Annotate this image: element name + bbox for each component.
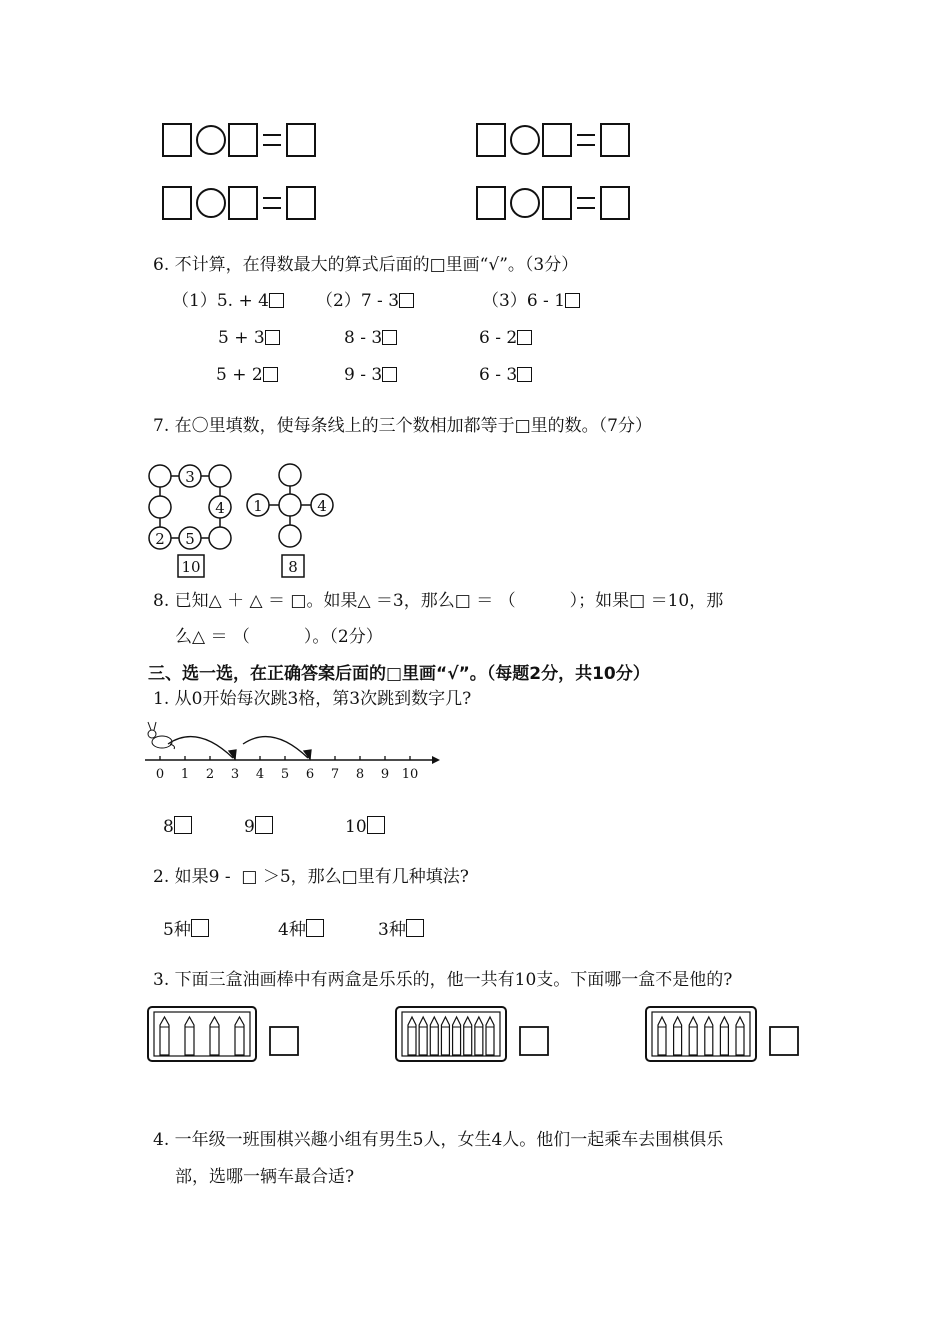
q6-group1-label: （1） — [172, 291, 217, 311]
crayon — [453, 1017, 461, 1055]
crayon — [464, 1017, 472, 1055]
q6-group2-label: （2） — [316, 291, 361, 311]
answer-box[interactable] — [399, 293, 414, 308]
answer-box[interactable] — [263, 367, 278, 382]
q7-fig1-target: 10 — [181, 558, 201, 576]
number-line-tick-label: 8 — [355, 767, 365, 782]
crayon — [689, 1017, 697, 1055]
q7-fig1-num: 2 — [155, 530, 165, 548]
q6-group2-item1: （2）7 - 3 — [316, 290, 414, 312]
q6-group3-item3: 6 - 3 — [479, 364, 532, 386]
q7-fig2-num: 1 — [253, 497, 263, 515]
crayon — [705, 1017, 713, 1055]
number-line-tick-label: 3 — [230, 767, 240, 782]
crayon — [486, 1017, 494, 1055]
crayon — [475, 1017, 483, 1055]
answer-box[interactable] — [174, 816, 192, 834]
answer-box[interactable] — [517, 367, 532, 382]
equation-template — [477, 124, 629, 156]
s3-q2-option-3: 3种 — [378, 919, 424, 941]
equation-template — [477, 187, 629, 219]
number-line-tick-label: 5 — [280, 767, 290, 782]
q6-group1-item2: 5 + 3 — [218, 327, 280, 349]
q6-group3-label: （3） — [482, 291, 527, 311]
answer-box[interactable] — [382, 367, 397, 382]
equation-template — [163, 124, 315, 156]
equation-templates — [0, 0, 950, 240]
answer-box[interactable] — [406, 919, 424, 937]
number-line — [140, 718, 440, 788]
answer-box[interactable] — [265, 330, 280, 345]
s3-q1-option-2: 9 — [244, 816, 273, 838]
q7-fig2-num: 4 — [317, 497, 327, 515]
s3-q4-line1: 4. 一年级一班围棋兴趣小组有男生5人，女生4人。他们一起乘车去围棋俱乐 — [153, 1130, 724, 1150]
crayon-box — [148, 1007, 256, 1061]
q6-group2-item3: 9 - 3 — [344, 364, 397, 386]
crayon — [408, 1017, 416, 1055]
answer-box[interactable] — [520, 1027, 548, 1055]
q6-group1-item3: 5 + 2 — [216, 364, 278, 386]
crayon — [160, 1017, 169, 1055]
number-line-tick-label: 2 — [205, 767, 215, 782]
q6-title: 6. 不计算，在得数最大的算式后面的□里画“√”。（3分） — [153, 255, 579, 275]
crayon — [658, 1017, 666, 1055]
answer-box[interactable] — [770, 1027, 798, 1055]
answer-box[interactable] — [367, 816, 385, 834]
answer-box[interactable] — [382, 330, 397, 345]
equation-template — [163, 187, 315, 219]
crayon — [235, 1017, 244, 1055]
answer-box[interactable] — [255, 816, 273, 834]
crayon-box — [396, 1007, 506, 1061]
crayon — [736, 1017, 744, 1055]
number-line-tick-label: 0 — [155, 767, 165, 782]
number-line-tick-label: 1 — [180, 767, 190, 782]
q6-group3-item1: （3）6 - 1 — [482, 290, 580, 312]
q6-group3-item2: 6 - 2 — [479, 327, 532, 349]
number-line-tick-label: 9 — [380, 767, 390, 782]
answer-box[interactable] — [191, 919, 209, 937]
s3-q3-text: 3. 下面三盒油画棒中有两盒是乐乐的，他一共有10支。下面哪一盒不是他的? — [153, 970, 733, 990]
answer-box[interactable] — [306, 919, 324, 937]
crayon — [210, 1017, 219, 1055]
crayon — [441, 1017, 449, 1055]
s3-q2-text: 2. 如果9 - □ ＞5，那么□里有几种填法? — [153, 867, 469, 887]
q7-figure-cross — [240, 458, 340, 588]
q7-fig1-num: 5 — [185, 530, 195, 548]
q7-fig1-num: 3 — [185, 468, 195, 486]
crayon — [720, 1017, 728, 1055]
s3-q1-option-3: 10 — [345, 816, 385, 838]
s3-q2-option-2: 4种 — [278, 919, 324, 941]
q8-line1: 8. 已知△ ＋ △ ＝ □。如果△ ＝3，那么□ ＝ （ ）；如果□ ＝10，那 — [153, 591, 724, 611]
number-line-tick-label: 10 — [401, 767, 419, 782]
crayon-boxes — [140, 1005, 950, 1085]
q6-group2-item2: 8 - 3 — [344, 327, 397, 349]
answer-box[interactable] — [269, 293, 284, 308]
answer-box[interactable] — [517, 330, 532, 345]
crayon — [185, 1017, 194, 1055]
q7-fig2-target: 8 — [288, 558, 298, 576]
q7-fig1-num: 4 — [215, 499, 225, 517]
q6-group1-item1: （1）5. + 4 — [172, 290, 284, 312]
s3-q2-option-1: 5种 — [163, 919, 209, 941]
crayon — [430, 1017, 438, 1055]
s3-q4-line2: 部，选哪一辆车最合适? — [175, 1167, 355, 1187]
s3-q1-option-1: 8 — [163, 816, 192, 838]
number-line-tick-label: 6 — [305, 767, 315, 782]
jump-arc — [243, 737, 308, 758]
s3-q1-text: 1. 从0开始每次跳3格，第3次跳到数字几? — [153, 689, 472, 709]
q8-line2: 么△ ＝ （ ）。（2分） — [175, 627, 383, 647]
crayon — [674, 1017, 682, 1055]
number-line-tick-label: 4 — [255, 767, 265, 782]
q7-title: 7. 在〇里填数，使每条线上的三个数相加都等于□里的数。（7分） — [153, 416, 653, 436]
section3-title: 三、选一选，在正确答案后面的□里画“√”。（每题2分，共10分） — [148, 664, 650, 684]
jump-arc — [168, 737, 233, 758]
crayon — [419, 1017, 427, 1055]
answer-box[interactable] — [565, 293, 580, 308]
crayon-box — [646, 1007, 756, 1061]
number-line-tick-label: 7 — [330, 767, 340, 782]
answer-box[interactable] — [270, 1027, 298, 1055]
rabbit-icon — [148, 722, 175, 749]
